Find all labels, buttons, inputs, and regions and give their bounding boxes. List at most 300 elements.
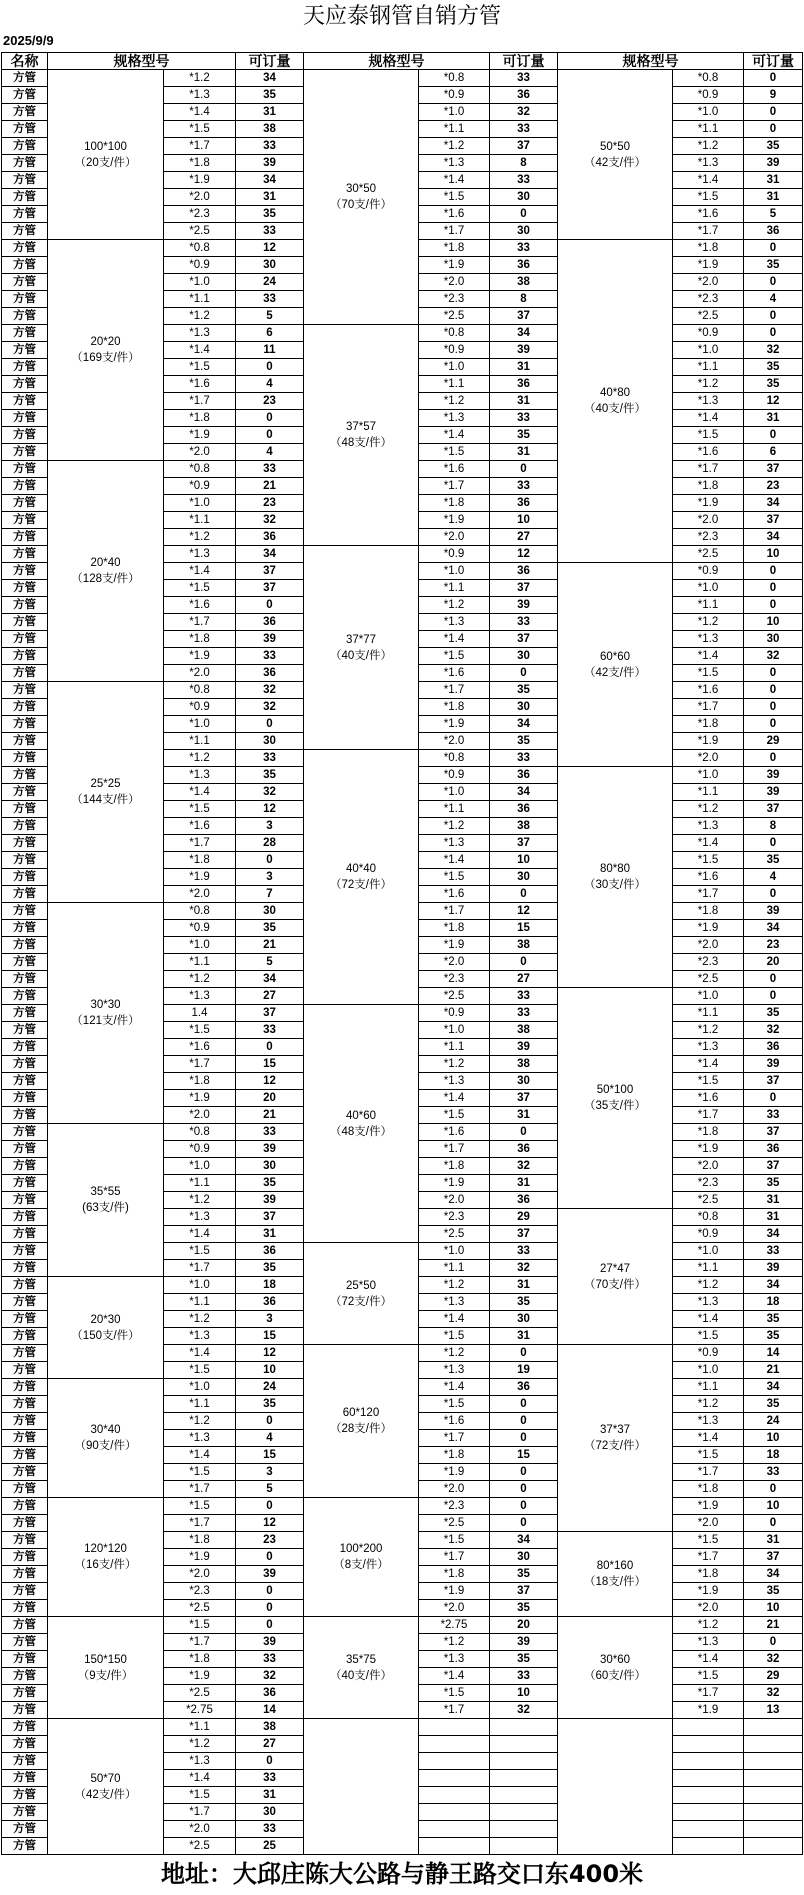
size-group-cell	[48, 903, 164, 1124]
thickness-cell: *1.0	[164, 1379, 236, 1396]
thickness-cell: *1.1	[673, 1260, 744, 1277]
thickness-cell: *1.3	[673, 155, 744, 172]
thickness-cell: *1.2	[164, 529, 236, 546]
size-group-cell	[558, 988, 673, 1209]
thickness-cell: *1.6	[164, 1039, 236, 1056]
quantity-cell: 0	[490, 1464, 558, 1481]
quantity-cell: 0	[236, 716, 304, 733]
thickness-cell	[419, 1787, 490, 1804]
stock-table-body	[2, 70, 803, 1855]
quantity-cell: 15	[236, 1328, 304, 1345]
pack-label: （18支/件）	[584, 1576, 646, 1588]
quantity-cell: 39	[236, 1566, 304, 1583]
quantity-cell: 21	[744, 1617, 803, 1634]
thickness-cell: *1.7	[164, 1804, 236, 1821]
quantity-cell: 10	[744, 1430, 803, 1447]
thickness-cell: *1.7	[419, 682, 490, 699]
product-name-cell: 方管	[2, 988, 48, 1005]
product-name-cell: 方管	[2, 869, 48, 886]
quantity-cell: 0	[490, 461, 558, 478]
thickness-cell: *0.8	[673, 70, 744, 87]
thickness-cell: *1.7	[419, 478, 490, 495]
quantity-cell: 29	[744, 1668, 803, 1685]
product-name-cell: 方管	[2, 427, 48, 444]
quantity-cell: 18	[744, 1294, 803, 1311]
thickness-cell: *0.8	[673, 1209, 744, 1226]
quantity-cell: 6	[236, 325, 304, 342]
product-name-cell: 方管	[2, 665, 48, 682]
product-name-cell: 方管	[2, 1209, 48, 1226]
thickness-cell: *1.7	[673, 461, 744, 478]
thickness-cell: *0.9	[419, 87, 490, 104]
pack-label: （72支/件）	[330, 879, 392, 891]
quantity-cell: 36	[490, 801, 558, 818]
quantity-cell: 31	[490, 1107, 558, 1124]
thickness-cell: *1.0	[673, 342, 744, 359]
thickness-cell: *1.7	[419, 1430, 490, 1447]
quantity-cell: 38	[236, 1719, 304, 1736]
thickness-cell: *1.4	[419, 427, 490, 444]
size-group-cell	[48, 1498, 164, 1617]
product-name-cell: 方管	[2, 1328, 48, 1345]
pack-label: （8支/件）	[333, 1559, 389, 1571]
product-name-cell: 方管	[2, 1821, 48, 1838]
thickness-cell: *0.8	[419, 750, 490, 767]
quantity-cell: 35	[236, 767, 304, 784]
quantity-cell: 35	[490, 1600, 558, 1617]
thickness-cell: *1.8	[419, 1447, 490, 1464]
pack-label: （70支/件）	[584, 1278, 646, 1291]
thickness-cell: *1.0	[164, 1158, 236, 1175]
quantity-cell: 33	[490, 70, 558, 87]
thickness-cell: *1.3	[164, 1753, 236, 1770]
quantity-cell: 32	[744, 342, 803, 359]
quantity-cell: 33	[490, 988, 558, 1005]
thickness-cell: *1.8	[673, 1566, 744, 1583]
quantity-cell: 36	[236, 665, 304, 682]
thickness-cell: *1.8	[164, 1532, 236, 1549]
thickness-cell	[419, 1736, 490, 1753]
product-name-cell: 方管	[2, 478, 48, 495]
thickness-cell: *1.3	[164, 767, 236, 784]
quantity-cell: 0	[744, 988, 803, 1005]
size-group-cell	[304, 1617, 419, 1719]
quantity-cell	[744, 1787, 803, 1804]
quantity-cell	[744, 1838, 803, 1855]
thickness-cell: *1.9	[419, 1464, 490, 1481]
thickness-cell: *1.8	[419, 1158, 490, 1175]
thickness-cell: *1.6	[419, 206, 490, 223]
quantity-cell: 30	[490, 1311, 558, 1328]
product-name-cell: 方管	[2, 1311, 48, 1328]
size-label: 30*60	[599, 1653, 631, 1666]
thickness-cell: *1.2	[673, 1022, 744, 1039]
quantity-cell: 38	[490, 1056, 558, 1073]
quantity-cell: 10	[744, 1498, 803, 1515]
product-name-cell: 方管	[2, 308, 48, 325]
thickness-cell: *2.0	[164, 1821, 236, 1838]
thickness-cell: *2.5	[164, 1685, 236, 1702]
size-label: 50*50	[599, 140, 631, 153]
quantity-cell: 37	[744, 1158, 803, 1175]
size-label: 35*75	[345, 1653, 377, 1666]
quantity-cell: 0	[236, 852, 304, 869]
thickness-cell: *2.0	[673, 1515, 744, 1532]
thickness-cell: *1.4	[164, 784, 236, 801]
product-name-cell: 方管	[2, 121, 48, 138]
quantity-cell: 0	[744, 1090, 803, 1107]
size-group-cell	[558, 1345, 673, 1532]
thickness-cell: *1.4	[673, 1430, 744, 1447]
quantity-cell: 0	[490, 954, 558, 971]
product-name-cell: 方管	[2, 597, 48, 614]
quantity-cell: 35	[744, 1583, 803, 1600]
product-name-cell: 方管	[2, 1005, 48, 1022]
thickness-cell: *1.7	[164, 614, 236, 631]
quantity-cell: 35	[744, 1005, 803, 1022]
thickness-cell: *1.7	[673, 223, 744, 240]
thickness-cell: *1.3	[419, 614, 490, 631]
pack-label: （169支/件）	[71, 352, 140, 364]
product-name-cell: 方管	[2, 1362, 48, 1379]
quantity-cell	[744, 1804, 803, 1821]
quantity-cell: 0	[744, 1634, 803, 1651]
thickness-cell: *1.5	[419, 869, 490, 886]
thickness-cell: *2.0	[419, 1192, 490, 1209]
thickness-cell: *1.7	[673, 699, 744, 716]
product-name-cell: 方管	[2, 1651, 48, 1668]
quantity-cell: 35	[490, 1294, 558, 1311]
quantity-cell: 21	[236, 1107, 304, 1124]
quantity-cell: 32	[236, 682, 304, 699]
product-name-cell: 方管	[2, 699, 48, 716]
quantity-cell: 30	[490, 699, 558, 716]
size-label: 20*40	[90, 557, 121, 569]
quantity-cell: 39	[744, 903, 803, 920]
quantity-cell: 18	[236, 1277, 304, 1294]
size-group-cell	[558, 1719, 673, 1855]
product-name-cell: 方管	[2, 376, 48, 393]
quantity-cell: 36	[236, 614, 304, 631]
quantity-cell: 0	[236, 1498, 304, 1515]
thickness-cell: *1.2	[164, 308, 236, 325]
thickness-cell: *1.4	[419, 1668, 490, 1685]
quantity-cell: 39	[490, 1634, 558, 1651]
thickness-cell: *2.5	[419, 988, 490, 1005]
thickness-cell: *1.5	[164, 1464, 236, 1481]
thickness-cell: *2.0	[419, 274, 490, 291]
quantity-cell: 33	[490, 1005, 558, 1022]
product-name-cell: 方管	[2, 801, 48, 818]
product-name-cell: 方管	[2, 750, 48, 767]
thickness-cell: *1.2	[164, 971, 236, 988]
thickness-cell: *1.2	[419, 818, 490, 835]
product-name-cell: 方管	[2, 155, 48, 172]
thickness-cell	[673, 1753, 744, 1770]
size-group-cell	[558, 1617, 673, 1719]
quantity-cell: 34	[236, 971, 304, 988]
thickness-cell: *1.8	[673, 1481, 744, 1498]
quantity-cell: 36	[744, 1039, 803, 1056]
quantity-cell: 29	[490, 1209, 558, 1226]
product-name-cell: 方管	[2, 87, 48, 104]
quantity-cell: 0	[744, 682, 803, 699]
quantity-cell: 30	[744, 631, 803, 648]
thickness-cell: *1.5	[673, 1073, 744, 1090]
thickness-cell: *1.8	[164, 410, 236, 427]
size-group-cell	[558, 767, 673, 988]
quantity-cell: 31	[490, 393, 558, 410]
quantity-cell: 35	[490, 733, 558, 750]
quantity-cell: 37	[236, 1005, 304, 1022]
quantity-cell: 10	[744, 546, 803, 563]
thickness-cell: *2.75	[419, 1617, 490, 1634]
thickness-cell: *2.3	[673, 954, 744, 971]
thickness-cell: *0.9	[164, 920, 236, 937]
thickness-cell: *1.5	[164, 1787, 236, 1804]
quantity-cell: 3	[236, 1464, 304, 1481]
thickness-cell: *1.2	[419, 138, 490, 155]
quantity-cell: 34	[490, 784, 558, 801]
size-label: 40*60	[345, 1109, 377, 1122]
quantity-cell: 32	[744, 1651, 803, 1668]
pack-label: （72支/件）	[330, 1295, 392, 1308]
thickness-cell: *1.7	[164, 393, 236, 410]
thickness-cell: *1.7	[164, 1481, 236, 1498]
quantity-cell: 14	[236, 1702, 304, 1719]
quantity-cell: 36	[490, 563, 558, 580]
thickness-cell: *1.9	[673, 1141, 744, 1158]
thickness-cell: *1.7	[419, 1702, 490, 1719]
size-label: 25*25	[90, 778, 121, 790]
quantity-cell: 3	[236, 1311, 304, 1328]
quantity-cell: 32	[744, 1685, 803, 1702]
table-row	[2, 1498, 803, 1515]
thickness-cell: *1.6	[673, 444, 744, 461]
quantity-cell: 4	[744, 869, 803, 886]
thickness-cell: *1.0	[673, 767, 744, 784]
quantity-cell: 0	[236, 1753, 304, 1770]
thickness-cell: *0.9	[419, 342, 490, 359]
size-label: 27*47	[599, 1262, 631, 1275]
product-name-cell: 方管	[2, 1753, 48, 1770]
product-name-cell: 方管	[2, 1617, 48, 1634]
size-group-cell	[48, 1379, 164, 1498]
thickness-cell: *2.0	[419, 733, 490, 750]
pack-label: （42支/件）	[584, 156, 646, 169]
product-name-cell: 方管	[2, 1481, 48, 1498]
thickness-cell: *1.4	[673, 1056, 744, 1073]
thickness-cell: *0.9	[673, 1226, 744, 1243]
quantity-cell: 37	[490, 138, 558, 155]
quantity-cell: 36	[744, 1141, 803, 1158]
size-label: 50*100	[596, 1084, 634, 1096]
thickness-cell: *1.0	[164, 495, 236, 512]
product-name-cell: 方管	[2, 937, 48, 954]
product-name-cell: 方管	[2, 1600, 48, 1617]
thickness-cell: *2.5	[673, 1192, 744, 1209]
thickness-cell: *1.0	[164, 274, 236, 291]
thickness-cell: *2.3	[419, 1498, 490, 1515]
thickness-cell: *1.1	[673, 597, 744, 614]
product-name-cell: 方管	[2, 614, 48, 631]
header-spec-1: 规格型号	[48, 53, 236, 70]
thickness-cell: *1.8	[419, 495, 490, 512]
size-label: 60*120	[342, 1407, 380, 1419]
thickness-cell: *0.9	[673, 87, 744, 104]
pack-label: （9支/件）	[77, 1669, 134, 1682]
quantity-cell: 21	[236, 478, 304, 495]
thickness-cell: *1.5	[164, 1022, 236, 1039]
quantity-cell: 27	[236, 1736, 304, 1753]
quantity-cell: 3	[236, 818, 304, 835]
quantity-cell: 35	[490, 427, 558, 444]
quantity-cell: 30	[236, 1804, 304, 1821]
quantity-cell: 25	[236, 1838, 304, 1855]
thickness-cell: *1.9	[164, 172, 236, 189]
thickness-cell: *1.1	[164, 954, 236, 971]
header-qty-1: 可订量	[236, 53, 304, 70]
thickness-cell: *1.8	[419, 1566, 490, 1583]
size-label: 25*50	[345, 1279, 377, 1292]
quantity-cell: 36	[236, 1243, 304, 1260]
product-name-cell: 方管	[2, 1056, 48, 1073]
product-name-cell: 方管	[2, 1396, 48, 1413]
thickness-cell: *1.8	[673, 1124, 744, 1141]
thickness-cell	[673, 1719, 744, 1736]
thickness-cell: *1.9	[164, 869, 236, 886]
thickness-cell: *1.5	[673, 852, 744, 869]
thickness-cell: *0.8	[164, 682, 236, 699]
quantity-cell: 37	[490, 308, 558, 325]
thickness-cell: *2.0	[419, 954, 490, 971]
quantity-cell: 30	[490, 648, 558, 665]
quantity-cell	[490, 1753, 558, 1770]
quantity-cell: 37	[236, 1209, 304, 1226]
quantity-cell: 0	[236, 410, 304, 427]
pack-label: （40支/件）	[584, 403, 646, 415]
quantity-cell: 4	[744, 291, 803, 308]
pack-label: （42支/件）	[584, 666, 646, 679]
product-name-cell: 方管	[2, 1549, 48, 1566]
product-name-cell: 方管	[2, 257, 48, 274]
quantity-cell: 36	[490, 495, 558, 512]
quantity-cell: 31	[744, 172, 803, 189]
quantity-cell: 35	[744, 376, 803, 393]
size-group-cell	[304, 1345, 419, 1498]
quantity-cell: 31	[744, 189, 803, 206]
quantity-cell	[490, 1719, 558, 1736]
product-name-cell: 方管	[2, 393, 48, 410]
size-label: 30*30	[90, 999, 121, 1011]
thickness-cell: *1.9	[419, 512, 490, 529]
thickness-cell: *2.5	[419, 1226, 490, 1243]
quantity-cell: 0	[236, 1039, 304, 1056]
quantity-cell: 0	[744, 325, 803, 342]
product-name-cell: 方管	[2, 1090, 48, 1107]
header-row	[2, 53, 803, 70]
thickness-cell: *1.7	[419, 903, 490, 920]
thickness-cell	[673, 1770, 744, 1787]
quantity-cell: 35	[744, 1311, 803, 1328]
quantity-cell: 0	[236, 1549, 304, 1566]
thickness-cell: *1.2	[673, 801, 744, 818]
product-name-cell: 方管	[2, 444, 48, 461]
product-name-cell: 方管	[2, 1294, 48, 1311]
quantity-cell: 5	[744, 206, 803, 223]
quantity-cell: 30	[490, 1073, 558, 1090]
quantity-cell: 7	[236, 886, 304, 903]
quantity-cell: 11	[236, 342, 304, 359]
thickness-cell: 1.4	[164, 1005, 236, 1022]
quantity-cell: 0	[236, 597, 304, 614]
thickness-cell: *1.1	[419, 801, 490, 818]
thickness-cell: *2.0	[419, 1481, 490, 1498]
thickness-cell: *1.9	[419, 257, 490, 274]
quantity-cell: 36	[490, 257, 558, 274]
quantity-cell: 24	[236, 274, 304, 291]
thickness-cell: *1.4	[164, 342, 236, 359]
thickness-cell: *1.7	[164, 1056, 236, 1073]
product-name-cell: 方管	[2, 1073, 48, 1090]
quantity-cell: 21	[744, 1362, 803, 1379]
quantity-cell: 36	[490, 767, 558, 784]
pack-label: （35支/件）	[584, 1100, 646, 1112]
thickness-cell	[419, 1804, 490, 1821]
thickness-cell: *1.1	[164, 291, 236, 308]
thickness-cell: *1.1	[419, 1260, 490, 1277]
product-name-cell: 方管	[2, 971, 48, 988]
quantity-cell: 32	[236, 784, 304, 801]
product-name-cell: 方管	[2, 733, 48, 750]
quantity-cell	[490, 1838, 558, 1855]
size-group-cell	[304, 1243, 419, 1345]
thickness-cell: *1.3	[673, 1294, 744, 1311]
quantity-cell: 30	[490, 869, 558, 886]
quantity-cell: 0	[744, 70, 803, 87]
quantity-cell: 33	[236, 1821, 304, 1838]
quantity-cell: 28	[236, 835, 304, 852]
quantity-cell: 20	[744, 954, 803, 971]
quantity-cell: 0	[490, 1430, 558, 1447]
quantity-cell: 39	[236, 1192, 304, 1209]
thickness-cell: *2.5	[673, 971, 744, 988]
thickness-cell: *0.8	[419, 325, 490, 342]
thickness-cell: *1.5	[673, 1447, 744, 1464]
thickness-cell: *1.0	[673, 988, 744, 1005]
table-row	[2, 70, 803, 87]
quantity-cell: 19	[490, 1362, 558, 1379]
quantity-cell: 0	[744, 665, 803, 682]
thickness-cell: *2.3	[164, 206, 236, 223]
product-name-cell: 方管	[2, 1719, 48, 1736]
thickness-cell: *0.8	[164, 903, 236, 920]
product-name-cell: 方管	[2, 1277, 48, 1294]
thickness-cell: *1.1	[419, 121, 490, 138]
size-label: 30*40	[90, 1424, 121, 1436]
quantity-cell: 33	[236, 1124, 304, 1141]
thickness-cell: *1.2	[164, 70, 236, 87]
thickness-cell: *0.8	[164, 1124, 236, 1141]
thickness-cell: *2.3	[419, 291, 490, 308]
size-group-cell	[558, 1209, 673, 1345]
thickness-cell: *1.6	[164, 376, 236, 393]
quantity-cell: 0	[490, 1515, 558, 1532]
size-group-cell	[48, 240, 164, 461]
size-label: 37*77	[345, 633, 377, 646]
thickness-cell: *0.8	[419, 70, 490, 87]
quantity-cell: 0	[236, 1600, 304, 1617]
